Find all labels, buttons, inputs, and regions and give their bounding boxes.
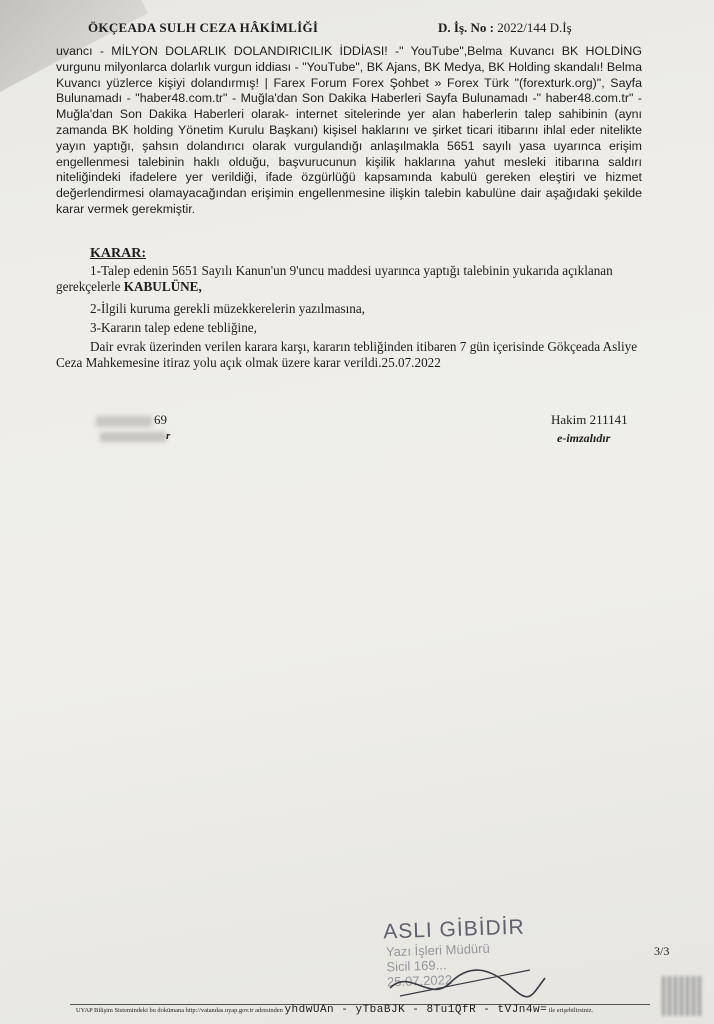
judge-signature: Hakim 211141 xyxy=(551,412,628,427)
stamp-title: ASLI GİBİDİR xyxy=(382,915,526,944)
clerk-signature xyxy=(96,412,167,428)
stamp-line-1: Yazı İşleri Müdürü xyxy=(385,940,490,960)
court-name: ÖKÇEADA SULH CEZA HÂKİMLİĞİ xyxy=(88,20,319,35)
decision-item-1 xyxy=(56,263,666,295)
verification-code: yhdwUAn - yTbaBJK - 8Tu1QfR - tVJn4w= xyxy=(284,1004,548,1016)
decision-final xyxy=(56,339,666,371)
decision-item-1-text: 1-Talep edenin 5651 Sayılı Kanun'un 9'uncu maddesi uyarınca yaptığı talebinin yukarıda açıklanan gerekçelerle xyxy=(56,263,613,294)
qr-code xyxy=(662,976,702,1016)
case-number-label: D. İş. No : xyxy=(438,20,494,35)
clerk-esig-fragment: r xyxy=(166,430,171,442)
footer-suffix: ile erişebilirsiniz. xyxy=(548,1007,594,1014)
footer-text: UYAP Bilişim Sistemindeki bu dokümana http://vatandas.uyap.gov.tr adresinden xyxy=(76,1007,283,1014)
redacted-esig xyxy=(100,432,166,442)
redacted-name xyxy=(96,416,152,427)
stamp-line-2: Sicil 169... xyxy=(386,957,447,975)
decision-item-2: 2-İlgili kuruma gerekli müzekkerelerin yazılmasına, xyxy=(90,301,365,316)
handwritten-signature xyxy=(380,948,550,1008)
stamp-line-3: 25.07.2022 xyxy=(386,972,453,990)
case-number xyxy=(438,20,572,36)
footer xyxy=(76,1004,666,1016)
page-number: 3/3 xyxy=(654,944,670,958)
reasoning-text: uvancı - MİLYON DOLARLIK DOLANDIRICILIK İDDİASI! -" YouTube",Belma Kuvancı BK HOLDİNG vurgunu milyonlarca dolarlık vurgun iddiası - "YouTube", BK Ajans, BK Medya, BK Holding skandalı! Belma Kuvancı yüzlerce kişiyi dolandırmış! | Farex Forum Forex Şohbet » Forex Türk "(forexturk.org)", Sayfa Bulunamadı - "haber48.com.tr" - Muğla'dan Son Dakika Haberleri Sayfa Bulunamadı -" haber48.com.tr" - Muğla'dan Son Dakika Haberleri olarak- internet sitelerinde yer alan haberlerin talep sahibinin (aynı zamanda BK holding Yönetim Kurulu Başkanı) kişisel haklarını ve şirket ticari itibarını ihlal eder nitelikte yayın yaptığı, şahsın dolandırıcı olarak vurgulandığı anlaşılmakla 5651 sayılı yasa uyarınca erişim engellenmesi talebinin haklı olduğu, başvurucunun kişilik haklarına yahut mesleki itibarına saldırı niteliğindeki ifadelere yer verildiği, ifade özgürlüğü kapsamında kabulü gereken eleştiri ve hizmet değerlendirmesi olamayacağından erişimin engellenmesine ilişkin talebin kabulüne dair aşağıdaki şekilde karar vermek gerekmiştir. xyxy=(56,44,642,216)
decision-title: KARAR: xyxy=(90,246,146,261)
decision-item-1-bold: KABULÜNE, xyxy=(123,279,202,294)
case-number-value: 2022/144 D.İş xyxy=(497,20,572,35)
judge-esig: e-imzalıdır xyxy=(557,431,611,445)
decision-final-text: Dair evrak üzerinden verilen karara karşı, kararın tebliğinden itibaren 7 gün içerisinde Gökçeada Asliye Ceza Mahkemesine itiraz yolu açık olmak üzere karar verildi.25.07.2022 xyxy=(56,339,638,370)
decision-item-3: 3-Kararın talep edene tebliğine, xyxy=(90,320,257,335)
reasoning-paragraph xyxy=(56,44,642,218)
clerk-id-suffix: 69 xyxy=(154,412,167,427)
